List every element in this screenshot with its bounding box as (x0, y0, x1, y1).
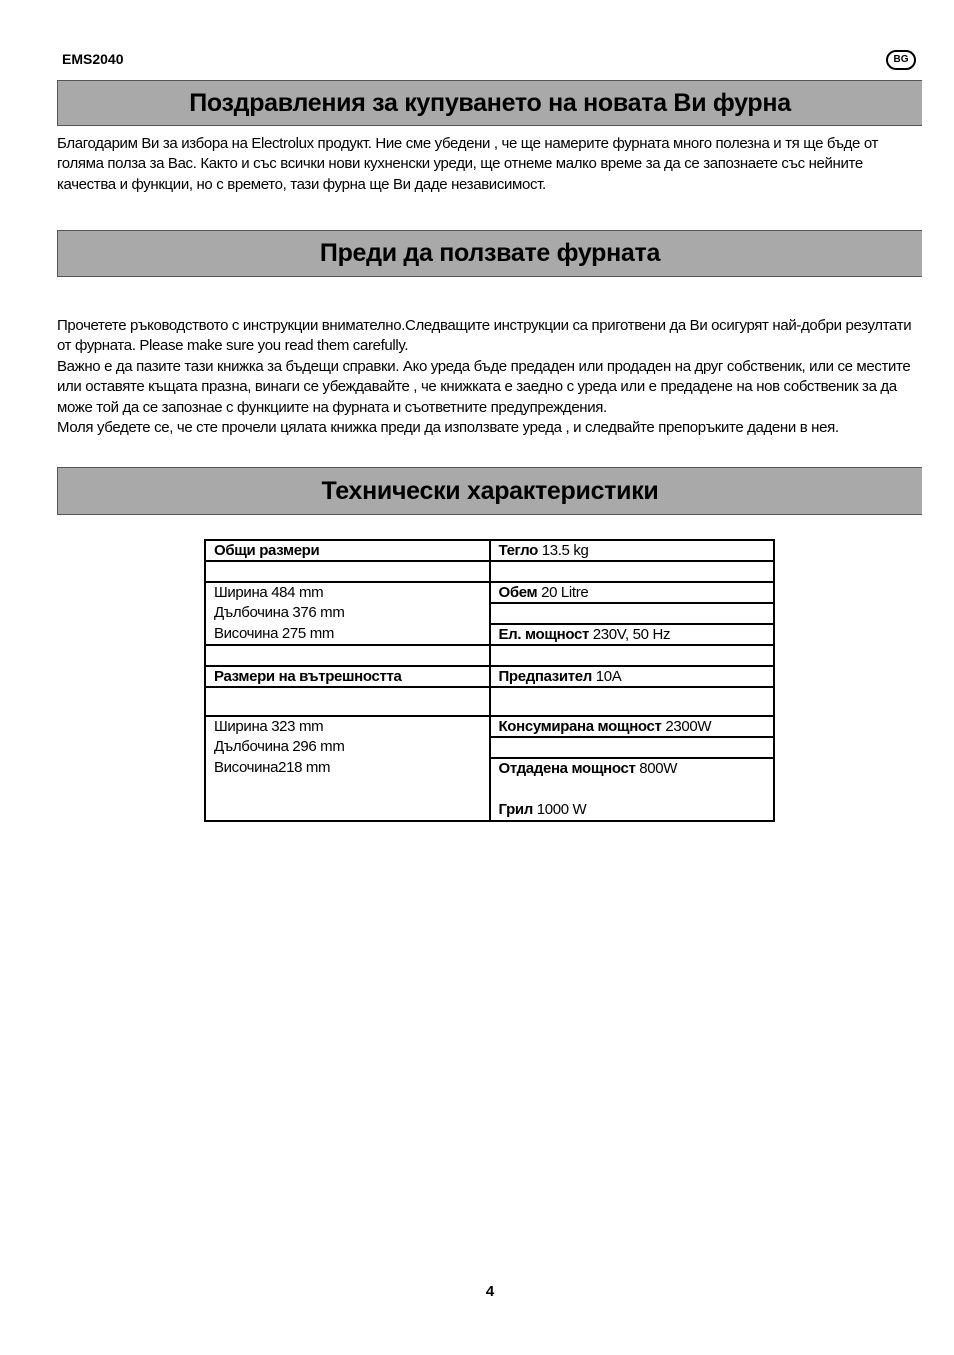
volume-key: Обем (498, 584, 538, 601)
output-value: 800W (635, 760, 678, 777)
empty-cell (490, 737, 775, 758)
empty-cell (205, 561, 490, 582)
grill-value: 1000 W (532, 801, 587, 818)
table-row (205, 582, 774, 603)
table-row (205, 687, 774, 716)
before-use-text-1: Прочетете ръководството с инструкции внимателно.Следващите инструкции са приготвени да Ви осигурят най-добри резултати от фурната. Please make sure you read them carefully. (57, 317, 912, 355)
empty-cell (205, 687, 490, 716)
empty-cell (490, 687, 775, 716)
section-title-congratulations: Поздравления за купуването на новата Ви фурна (57, 80, 922, 126)
intro-text: Благодарим Ви за избора на Electrolux продукт. Ние сме убедени , че ще намерите фурната много полезна и тя ще бъде от голяма полза за Вас. Както и със всички нови кухненски уреди, ще отнеме малко време за да се запознаете със нейните качества и функции, но с времето, тази фурна ще Ви даде независимост. (57, 135, 879, 193)
output-line (499, 759, 766, 778)
section-title-technical: Технически характеристики (57, 467, 922, 515)
table-row (205, 758, 774, 821)
section-title-before-use: Преди да ползвате фурната (57, 230, 922, 277)
power-supply-key: Ел. мощност (498, 626, 589, 643)
consumption-cell (490, 716, 775, 737)
table-row (205, 666, 774, 687)
height-cell: Височина 275 mm (205, 624, 490, 645)
table-row (205, 540, 774, 561)
empty-cell (490, 561, 775, 582)
width-cell: Ширина 484 mm (205, 582, 490, 603)
before-use-paragraphs (57, 316, 919, 438)
weight-key: Тегло (498, 542, 538, 559)
table-row (205, 603, 774, 624)
interior-dimensions-heading: Размери на вътрешността (205, 666, 490, 687)
fuse-value: 10A (591, 668, 622, 685)
consumption-value: 2300W (661, 718, 712, 735)
weight-cell (490, 540, 775, 561)
overall-dimensions-heading: Общи размери (205, 540, 490, 561)
intro-paragraph (57, 134, 919, 195)
before-use-text-3: Моля убедете се, че сте прочели цялата книжка преди да използвате уреда , и следвайте препоръките дадени в нея. (57, 419, 839, 437)
before-use-text-2: Важно е да пазите тази книжка за бъдещи справки. Ако уреда бъде предаден или продаден на друг собственик, или се местите или оставяте къщата празна, винаги се убеждавайте , че книжката е заедно с уреда или е предадене на нов собственик за да може той да се запознае с функциите на фурната и съответните предупреждения. (57, 357, 911, 416)
volume-value: 20 Litre (537, 584, 589, 601)
model-number: EMS2040 (62, 51, 124, 67)
empty-cell (205, 645, 490, 666)
fuse-key: Предпазител (498, 668, 592, 685)
grill-line (499, 800, 766, 819)
empty-cell (490, 603, 775, 624)
interior-depth-cell: Дълбочина 296 mm (205, 737, 490, 758)
table-row (205, 737, 774, 758)
volume-cell (490, 582, 775, 603)
interior-height-cell: Височина218 mm (205, 758, 490, 821)
specs-table (204, 539, 775, 822)
language-badge: BG (886, 50, 916, 70)
fuse-cell (490, 666, 775, 687)
table-row (205, 561, 774, 582)
output-key: Отдадена мощност (498, 760, 636, 777)
table-row (205, 624, 774, 645)
interior-width-cell: Ширина 323 mm (205, 716, 490, 737)
depth-cell: Дълбочина 376 mm (205, 603, 490, 624)
consumption-key: Консумирана мощност (498, 718, 662, 735)
power-supply-value: 230V, 50 Hz (588, 626, 671, 643)
weight-value: 13.5 kg (537, 542, 589, 559)
spacer (499, 778, 766, 800)
page-number: 4 (485, 1283, 495, 1300)
grill-key: Грил (498, 801, 533, 818)
empty-cell (490, 645, 775, 666)
output-grill-cell (490, 758, 775, 821)
table-row (205, 716, 774, 737)
table-row (205, 645, 774, 666)
power-supply-cell (490, 624, 775, 645)
